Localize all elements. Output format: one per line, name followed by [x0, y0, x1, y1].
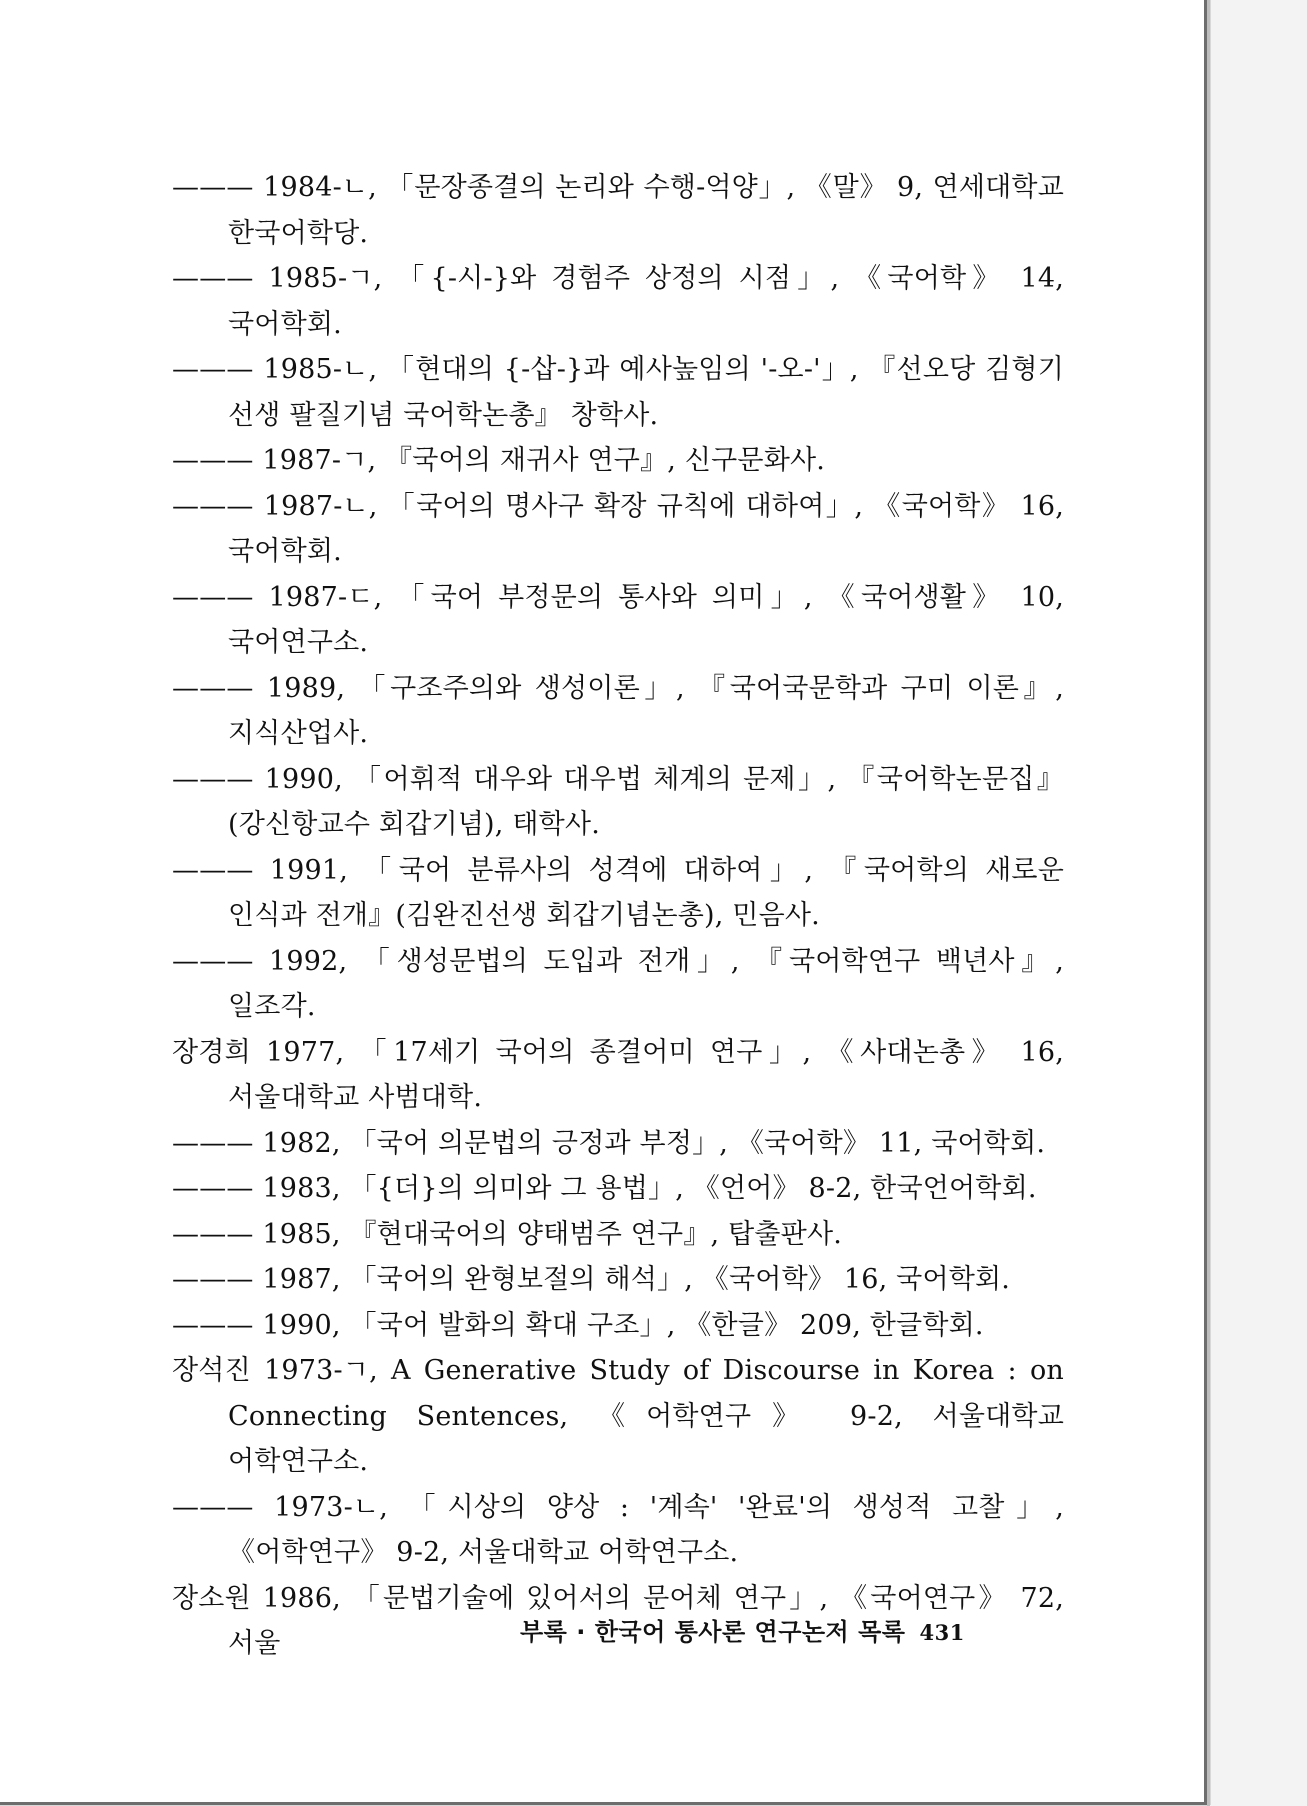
bibliography-entry: ——— 1989, 「구조주의와 생성이론」, 『국어국문학과 구미 이론』, 지식산업사. — [172, 672, 1064, 749]
page-number: 431 — [919, 1620, 965, 1645]
running-footer-title: 부록 · 한국어 통사론 연구논저 목록 — [520, 1618, 906, 1646]
bibliography-entry: ——— 1982, 「국어 의문법의 긍정과 부정」, 《국어학》 11, 국어학회. — [172, 1127, 1046, 1159]
page-edge-divider — [1207, 0, 1210, 1806]
bibliography-entry: ——— 1991, 「국어 분류사의 성격에 대하여」, 『국어학의 새로운 인식과 전개』(김완진선생 회갑기념논총), 민음사. — [172, 854, 1064, 931]
bibliography-entry: 장소원 1986, 「문법기술에 있어서의 문어체 연구」, 《국어연구》 72, 서울 — [172, 1582, 1064, 1659]
bibliography-entry: ——— 1973-ㄴ, 「시상의 양상 : '계속' '완료'의 생성적 고찰」, 《어학연구》 9-2, 서울대학교 어학연구소. — [172, 1491, 1064, 1568]
bibliography-entry: 장석진 1973-ㄱ, A Generative Study of Discourse in Korea : on Connecting Sentences, 《어학연구》 9-2, 서울대학교 어학연구소. — [172, 1355, 1064, 1477]
bibliography-entry: ——— 1983, 「{더}의 의미와 그 용법」, 《언어》 8-2, 한국언어학회. — [172, 1173, 1037, 1204]
bibliography-entry: ——— 1984-ㄴ, 「문장종결의 논리와 수행-억양」, 《말》 9, 연세대학교 한국어학당. — [172, 172, 1064, 249]
bibliography-entry: ——— 1990, 「국어 발화의 확대 구조」, 《한글》 209, 한글학회. — [172, 1309, 984, 1341]
bibliography-entry: ——— 1992, 「생성문법의 도입과 전개」, 『국어학연구 백년사』, 일조각. — [172, 945, 1064, 1022]
bibliography-entry: ——— 1987-ㄱ, 『국어의 재귀사 연구』, 신구문화사. — [172, 445, 826, 476]
bibliography-entry: ——— 1987-ㄷ, 「국어 부정문의 통사와 의미」, 《국어생활》 10, 국어연구소. — [172, 581, 1064, 658]
bibliography-entry: ——— 1985, 『현대국어의 양태범주 연구』, 탑출판사. — [172, 1218, 843, 1250]
page-footer — [520, 1612, 1040, 1647]
bibliography-entry: ——— 1985-ㄱ, 「{-시-}와 경험주 상정의 시점」, 《국어학》 14, 국어학회. — [172, 263, 1064, 340]
bibliography-list — [172, 165, 1064, 1667]
bibliography-entry: ——— 1990, 「어휘적 대우와 대우법 체계의 문제」, 『국어학논문집』 (강신항교수 회갑기념), 태학사. — [172, 763, 1064, 840]
bibliography-entry: 장경희 1977, 「17세기 국어의 종결어미 연구」, 《사대논총》 16, 서울대학교 사범대학. — [172, 1036, 1064, 1113]
bibliography-entry: ——— 1987-ㄴ, 「국어의 명사구 확장 규칙에 대하여」, 《국어학》 16, 국어학회. — [172, 490, 1064, 567]
bibliography-entry: ——— 1985-ㄴ, 「현대의 {-삽-}과 예사높임의 '-오-'」, 『선오당 김형기 선생 팔질기념 국어학논총』 창학사. — [172, 354, 1064, 431]
bibliography-entry: ——— 1987, 「국어의 완형보절의 해석」, 《국어학》 16, 국어학회. — [172, 1264, 1011, 1295]
